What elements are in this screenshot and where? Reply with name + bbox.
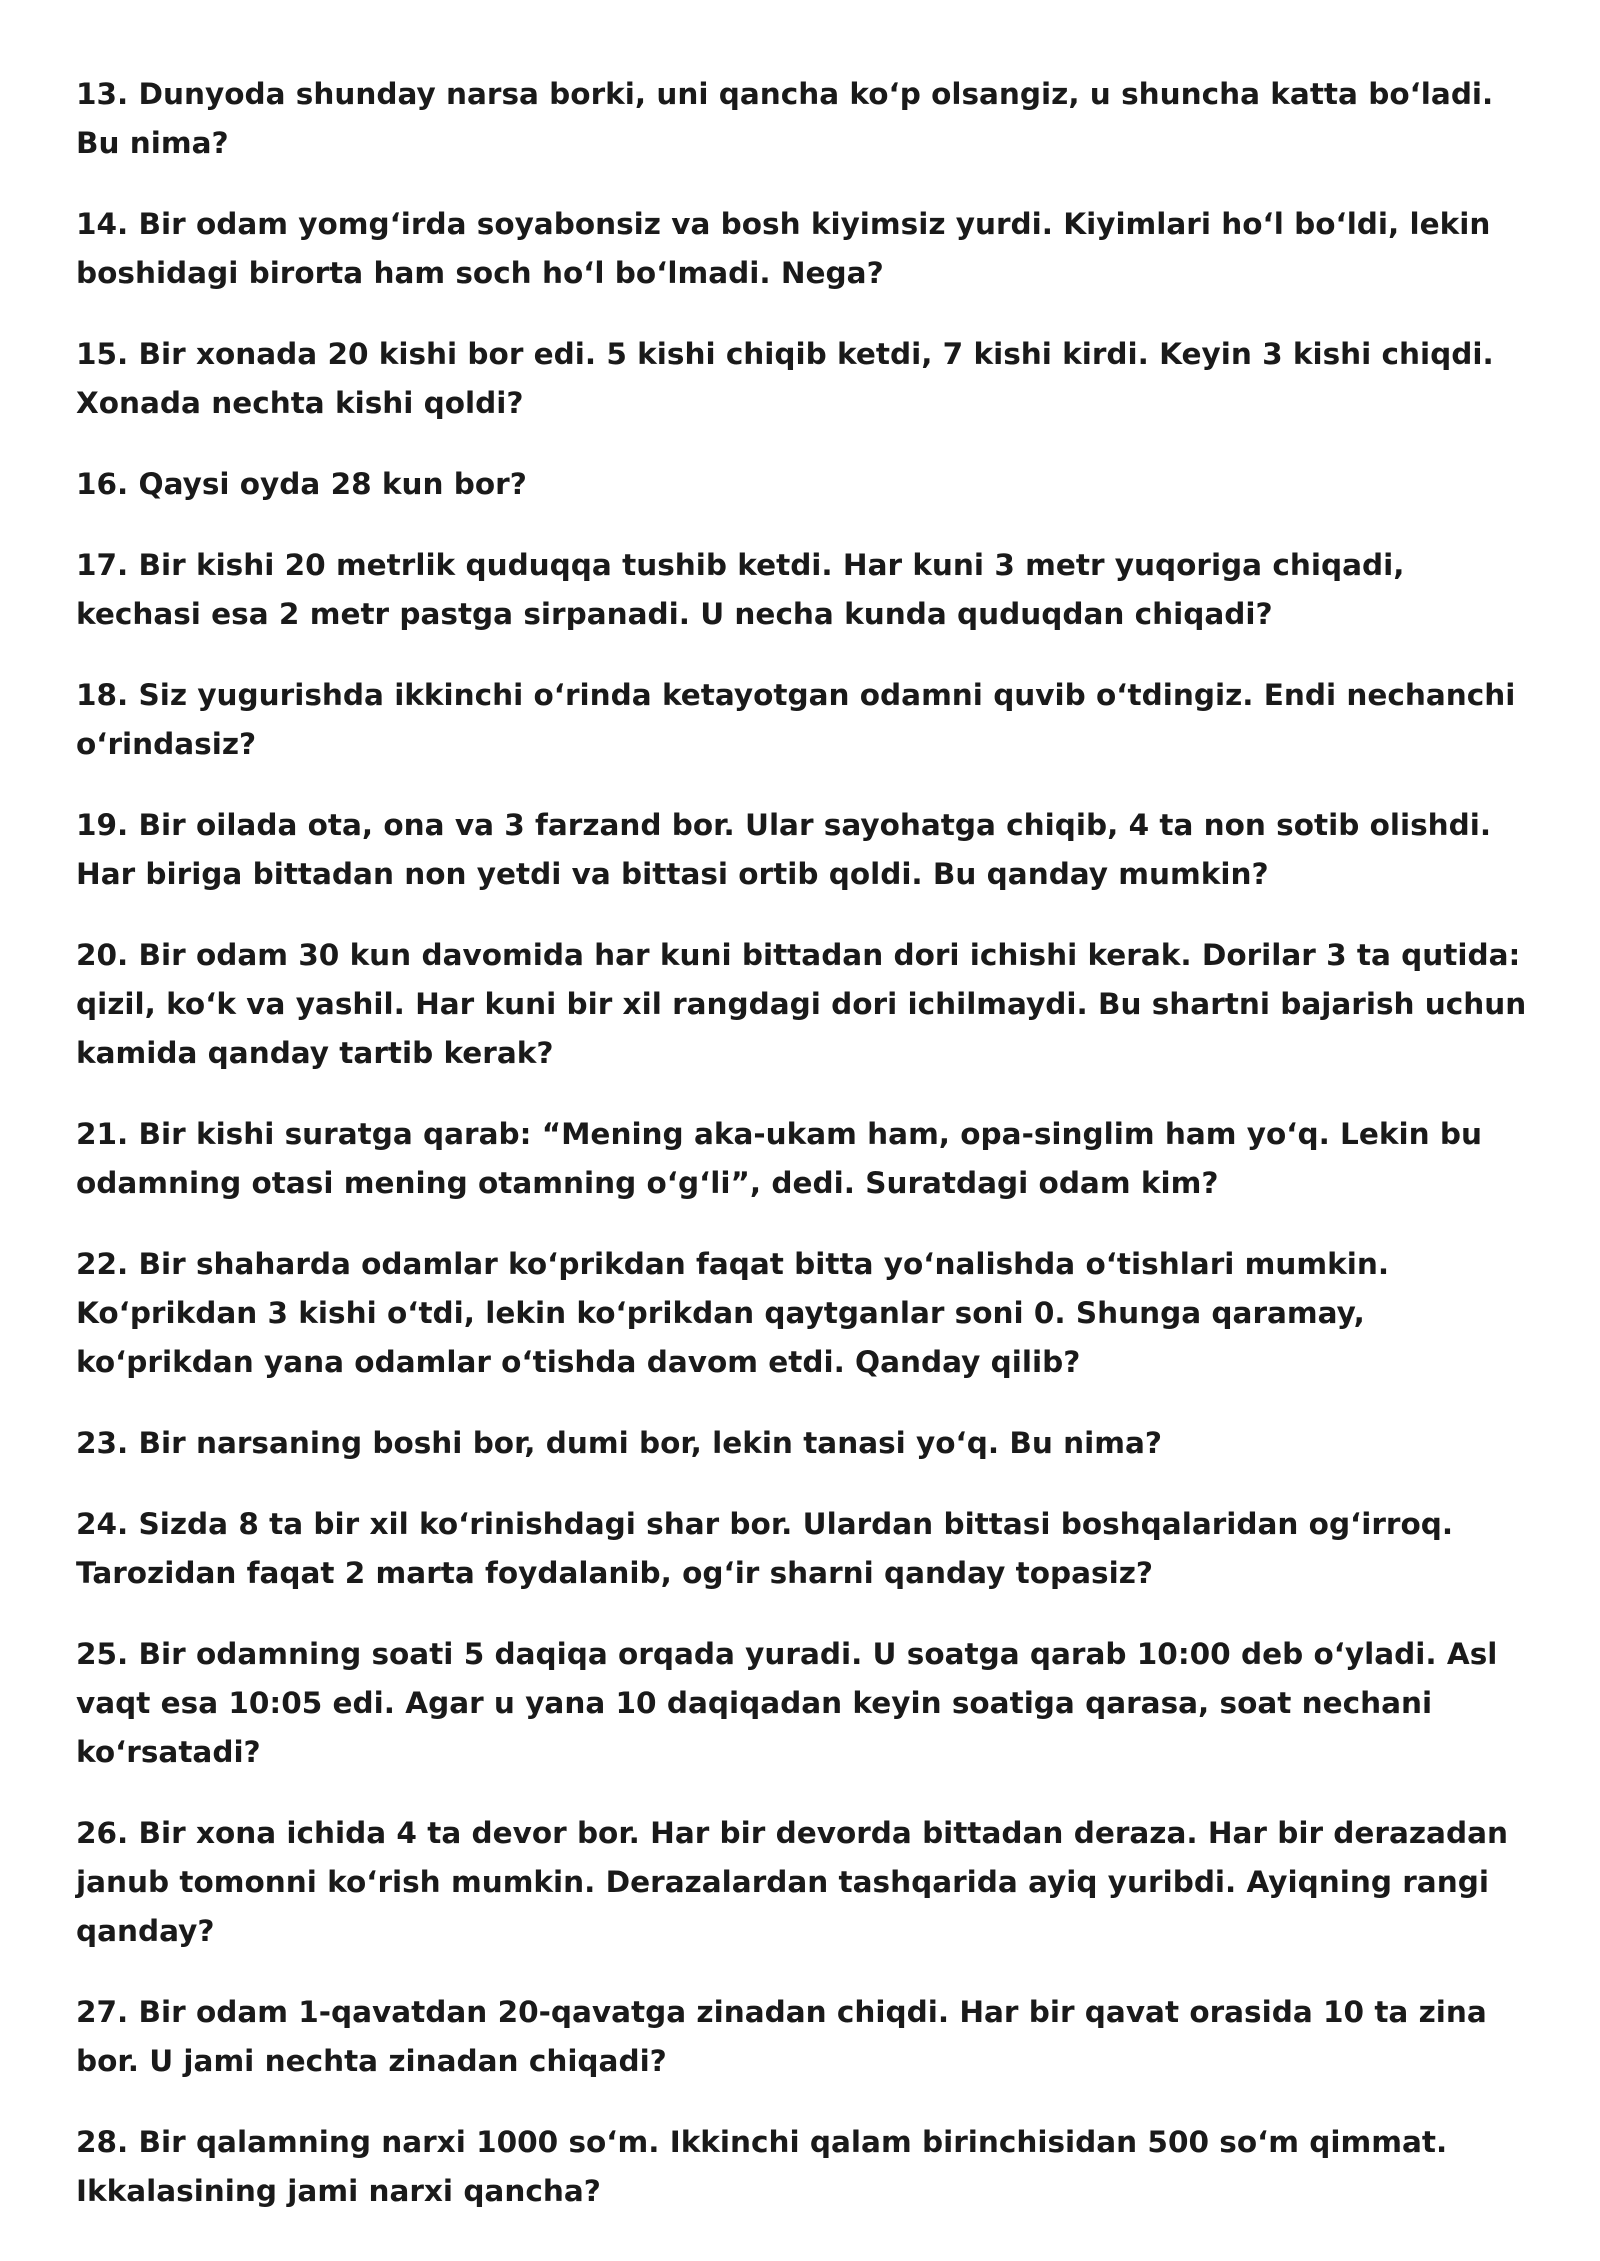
question-26: 26. Bir xona ichida 4 ta devor bor. Har bir devorda bittadan deraza. Har bir derazadan janub tomonni ko‘rish mumkin. Derazalardan tashqarida ayiq yuribdi. Ayiqning rangi qanday? bbox=[76, 1816, 1508, 1948]
question-16: 16. Qaysi oyda 28 kun bor? bbox=[76, 467, 527, 501]
question-23: 23. Bir narsaning boshi bor, dumi bor, lekin tanasi yo‘q. Bu nima? bbox=[76, 1426, 1162, 1460]
question-14: 14. Bir odam yomg‘irda soyabonsiz va bosh kiyimsiz yurdi. Kiyimlari ho‘l bo‘ldi, lekin boshidagi birorta ham soch ho‘l bo‘lmadi. Nega? bbox=[76, 207, 1491, 290]
question-27: 27. Bir odam 1-qavatdan 20-qavatga zinadan chiqdi. Har bir qavat orasida 10 ta zina bor. U jami nechta zinadan chiqadi? bbox=[76, 1995, 1487, 2078]
question-19: 19. Bir oilada ota, ona va 3 farzand bor. Ular sayohatga chiqib, 4 ta non sotib olishdi. Har biriga bittadan non yetdi va bittasi ortib qoldi. Bu qanday mumkin? bbox=[76, 808, 1492, 891]
question-13: 13. Dunyoda shunday narsa borki, uni qancha ko‘p olsangiz, u shuncha katta bo‘ladi. Bu nima? bbox=[76, 77, 1494, 160]
question-25: 25. Bir odamning soati 5 daqiqa orqada yuradi. U soatga qarab 10:00 deb o‘yladi. Asl vaqt esa 10:05 edi. Agar u yana 10 daqiqadan keyin soatiga qarasa, soat nechani ko‘rsatadi? bbox=[76, 1637, 1498, 1769]
question-20: 20. Bir odam 30 kun davomida har kuni bittadan dori ichishi kerak. Dorilar 3 ta qutida: qizil, ko‘k va yashil. Har kuni bir xil rangdagi dori ichilmaydi. Bu shartni bajarish uchun kamida qanday tartib kerak? bbox=[76, 938, 1527, 1070]
question-18: 18. Siz yugurishda ikkinchi o‘rinda ketayotgan odamni quvib o‘tdingiz. Endi nechanchi o‘rindasiz? bbox=[76, 678, 1516, 761]
question-24: 24. Sizda 8 ta bir xil ko‘rinishdagi shar bor. Ulardan bittasi boshqalaridan og‘irroq. Tarozidan faqat 2 marta foydalanib, og‘ir sharni qanday topasiz? bbox=[76, 1507, 1454, 1590]
question-28: 28. Bir qalamning narxi 1000 so‘m. Ikkinchi qalam birinchisidan 500 so‘m qimmat. Ikkalasining jami narxi qancha? bbox=[76, 2125, 1448, 2208]
question-15: 15. Bir xonada 20 kishi bor edi. 5 kishi chiqib ketdi, 7 kishi kirdi. Keyin 3 kishi chiqdi. Xonada nechta kishi qoldi? bbox=[76, 337, 1494, 420]
question-21: 21. Bir kishi suratga qarab: “Mening aka-ukam ham, opa-singlim ham yo‘q. Lekin bu odamning otasi mening otamning o‘g‘li”, dedi. Suratdagi odam kim? bbox=[76, 1117, 1482, 1200]
question-22: 22. Bir shaharda odamlar ko‘prikdan faqat bitta yo‘nalishda o‘tishlari mumkin. Ko‘prikdan 3 kishi o‘tdi, lekin ko‘prikdan qaytganlar soni 0. Shunga qaramay, ko‘prikdan yana odamlar o‘tishda davom etdi. Qanday qilib? bbox=[76, 1247, 1390, 1379]
question-17: 17. Bir kishi 20 metrlik quduqqa tushib ketdi. Har kuni 3 metr yuqoriga chiqadi, kechasi esa 2 metr pastga sirpanadi. U necha kunda quduqdan chiqadi? bbox=[76, 548, 1405, 631]
